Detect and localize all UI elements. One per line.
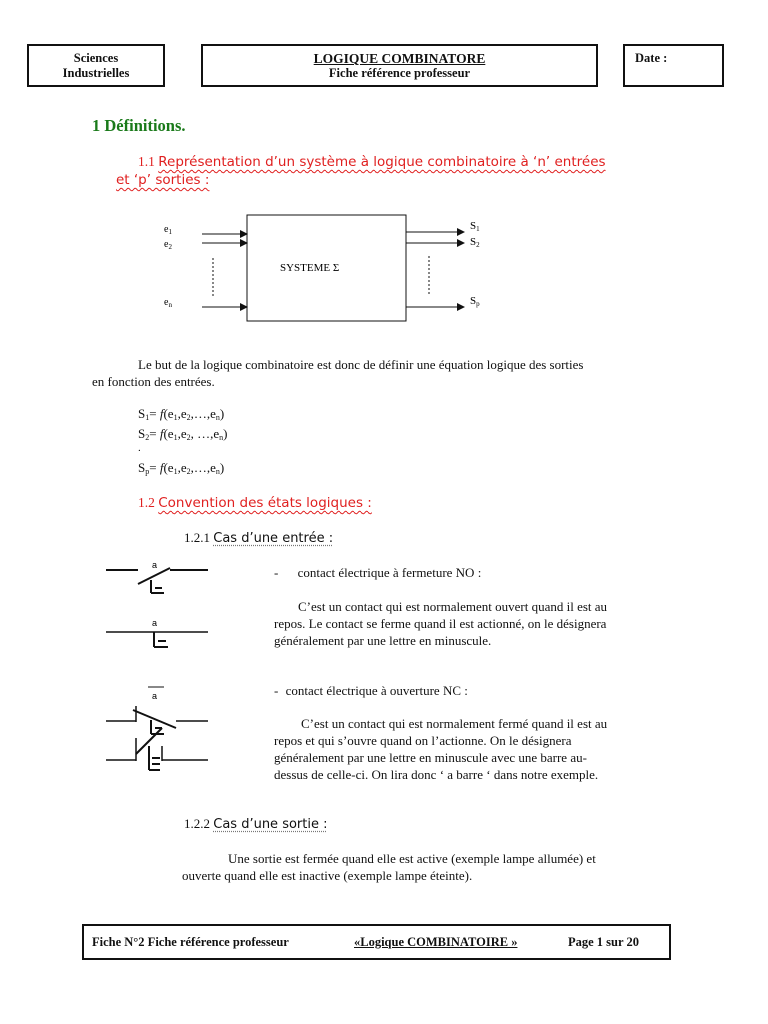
subsection-1-2-2-heading <box>184 816 327 832</box>
subsection-1-2-heading <box>138 495 372 511</box>
equation-s2: $S_2= f(e_1,e_2$, $\dots,e_n$) <box>138 426 228 442</box>
paragraph-2 <box>182 850 702 884</box>
system-label: SYSTEME Σ <box>280 262 340 274</box>
input-label-n: $e_n$ <box>164 297 172 309</box>
section-1-title: Définitions. <box>104 116 186 135</box>
no-contact-bullet: - <box>274 565 279 580</box>
header-left-box <box>27 44 165 87</box>
nc-contact-text-line4: dessus de celle-ci. On lira donc ‘ a barre ‘ dans notre exemple. <box>274 767 599 782</box>
no-contact-symbol-open <box>104 558 214 598</box>
footer-box <box>82 924 671 960</box>
input-label-2: $e_2$ <box>164 239 172 251</box>
header-date-box <box>623 44 724 87</box>
no-contact-label-a-top: a <box>152 560 158 570</box>
nc-contact-text-line1: C’est un contact qui est normalement fermé quand il est au <box>301 716 608 731</box>
subsection-1-2-1-title: Cas d’une entrée : <box>213 531 334 546</box>
subsection-1-1-title-line2: et ‘p’ sorties : <box>116 172 210 188</box>
paragraph-1 <box>92 356 692 390</box>
subsection-1-1-number: 1.1 <box>138 154 155 169</box>
no-contact-text-line3: généralement par une lettre en minuscule. <box>274 633 492 648</box>
section-1-heading <box>92 116 186 136</box>
nc-contact-text-line2: repos et qui s’ouvre quand on l’actionne. On le désignera <box>274 733 572 748</box>
output-label-p: Sp <box>470 295 480 308</box>
footer-right: Page 1 sur 20 <box>568 935 639 949</box>
paragraph-2-line2: ouverte quand elle est inactive (exemple lampe éteinte). <box>182 868 473 883</box>
input-label-1: $e_1$ <box>164 224 172 236</box>
nc-contact-description <box>274 715 694 783</box>
nc-contact-bullet: - <box>274 683 279 698</box>
no-contact-description <box>274 598 694 649</box>
no-contact-symbol-closed <box>104 614 214 654</box>
document-subtitle: Fiche référence professeur <box>328 66 471 80</box>
paragraph-2-line1: Une sortie est fermée quand elle est active (exemple lampe allumée) et <box>228 851 596 866</box>
no-contact-text-line1: C’est un contact qui est normalement ouvert quand il est au <box>298 599 608 614</box>
system-diagram <box>150 208 500 328</box>
header-left-line2: Industrielles <box>62 66 130 80</box>
no-contact-heading <box>274 564 481 581</box>
nc-contact-symbol <box>104 684 214 774</box>
subsection-1-2-number: 1.2 <box>138 495 155 510</box>
subsection-1-2-1-number: 1.2.1 <box>184 530 210 545</box>
no-contact-label-a-bottom: a <box>152 618 158 628</box>
date-label: Date : <box>635 51 668 65</box>
paragraph-1-line2: en fonction des entrées. <box>92 374 215 389</box>
subsection-1-2-2-number: 1.2.2 <box>184 816 210 831</box>
nc-contact-label-a: a <box>152 691 158 701</box>
document-title: LOGIQUE COMBINATORE <box>313 51 486 66</box>
equation-dot: . <box>138 442 141 454</box>
equation-s1: $S_1=$ $f(e_1,e_2,\dots,e_n)$ <box>138 406 225 422</box>
nc-contact-text-line3: généralement par une lettre en minuscule avec une barre au- <box>274 750 587 765</box>
footer-middle: «Logique COMBINATOIRE » <box>354 935 518 949</box>
output-label-1: S1 <box>470 220 480 233</box>
no-contact-text-line2: repos. Le contact se ferme quand il est actionné, on le désignera <box>274 616 607 631</box>
subsection-1-2-title: Convention des états logiques : <box>158 495 372 511</box>
subsection-1-1-title-line1: Représentation d’un système à logique combinatoire à ‘n’ entrées <box>158 154 606 170</box>
footer-left: Fiche N°2 Fiche référence professeur <box>92 935 289 949</box>
no-contact-heading-text: contact électrique à fermeture NO : <box>297 565 482 580</box>
equation-sp: $S_p=$ $f(e_1,e_2,\dots,e_n)$ <box>138 460 225 476</box>
nc-contact-heading-text: contact électrique à ouverture NC : <box>285 683 468 698</box>
output-label-2: S2 <box>470 236 480 249</box>
nc-contact-heading <box>274 682 468 699</box>
subsection-1-1-heading <box>138 153 606 171</box>
section-1-number: 1 <box>92 116 101 135</box>
header-title-box <box>201 44 598 87</box>
subsection-1-2-2-title: Cas d’une sortie : <box>213 817 328 832</box>
paragraph-1-line1: Le but de la logique combinatoire est donc de définir une équation logique des sorties <box>138 357 584 372</box>
header-left-line1: Sciences <box>73 51 119 65</box>
subsection-1-2-1-heading <box>184 530 333 546</box>
